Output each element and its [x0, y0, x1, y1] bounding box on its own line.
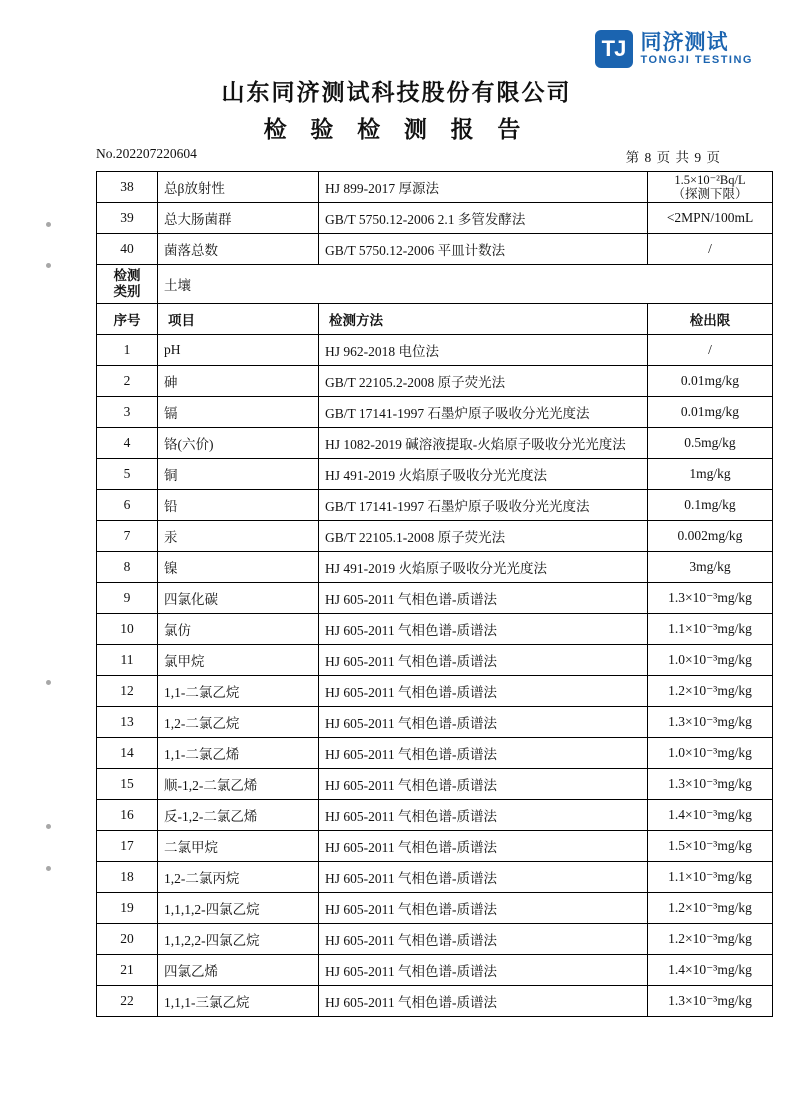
cell-no: 18 — [97, 862, 158, 893]
table-row — [97, 552, 773, 583]
cell-limit: 0.01mg/kg — [648, 397, 773, 428]
category-label-line1: 检测 — [113, 268, 141, 284]
cell-method: HJ 605-2011 气相色谱-质谱法 — [319, 769, 648, 800]
cell-method: HJ 605-2011 气相色谱-质谱法 — [319, 738, 648, 769]
cell-item: 总大肠菌群 — [158, 203, 319, 234]
cell-method: HJ 605-2011 气相色谱-质谱法 — [319, 862, 648, 893]
table-header-row — [97, 304, 773, 335]
table-body — [97, 335, 773, 1017]
cell-item: 汞 — [158, 521, 319, 552]
cell-limit: <2MPN/100mL — [648, 203, 773, 234]
category-value: 土壤 — [158, 265, 773, 304]
cell-limit: 1.5×10⁻³mg/kg — [648, 831, 773, 862]
cell-no: 14 — [97, 738, 158, 769]
cell-method: HJ 605-2011 气相色谱-质谱法 — [319, 955, 648, 986]
logo-text — [641, 32, 753, 67]
cell-no: 8 — [97, 552, 158, 583]
cell-no: 3 — [97, 397, 158, 428]
cell-method: GB/T 22105.1-2008 原子荧光法 — [319, 521, 648, 552]
company-name: 山东同济测试科技股份有限公司 — [221, 80, 572, 105]
table-row — [97, 614, 773, 645]
cell-no: 40 — [97, 234, 158, 265]
cell-limit: / — [648, 234, 773, 265]
table-row — [97, 955, 773, 986]
punch-mark — [46, 263, 51, 268]
table-row — [97, 831, 773, 862]
header-no: 序号 — [97, 304, 158, 335]
cell-item: 1,1,1-三氯乙烷 — [158, 986, 319, 1017]
cell-limit-line2: （探测下限） — [672, 187, 748, 201]
cell-no: 20 — [97, 924, 158, 955]
table-row — [97, 428, 773, 459]
table-row — [97, 862, 773, 893]
table-row — [97, 800, 773, 831]
cell-method: GB/T 5750.12-2006 2.1 多管发酵法 — [319, 203, 648, 234]
table-row — [97, 172, 773, 203]
punch-mark — [46, 222, 51, 227]
cell-no: 39 — [97, 203, 158, 234]
table-row — [97, 893, 773, 924]
cell-no: 1 — [97, 335, 158, 366]
cell-method: HJ 605-2011 气相色谱-质谱法 — [319, 645, 648, 676]
report-number: No.202207220604 — [96, 146, 197, 161]
cell-no: 9 — [97, 583, 158, 614]
cell-limit: 0.002mg/kg — [648, 521, 773, 552]
cell-item: 铜 — [158, 459, 319, 490]
cell-item: 反-1,2-二氯乙烯 — [158, 800, 319, 831]
cell-limit: 0.01mg/kg — [648, 366, 773, 397]
cell-item: 砷 — [158, 366, 319, 397]
table-row — [97, 769, 773, 800]
report-meta — [96, 146, 721, 166]
table-row — [97, 234, 773, 265]
category-label — [97, 265, 158, 304]
cell-no: 12 — [97, 676, 158, 707]
cell-no: 2 — [97, 366, 158, 397]
logo-name-cn: 同济测试 — [640, 30, 729, 54]
cell-limit: 1.1×10⁻³mg/kg — [648, 614, 773, 645]
punch-mark — [46, 680, 51, 685]
punch-mark — [46, 866, 51, 871]
cell-method: GB/T 17141-1997 石墨炉原子吸收分光光度法 — [319, 397, 648, 428]
cell-limit: / — [648, 335, 773, 366]
cell-limit-line1: 1.5×10⁻²Bq/L — [674, 172, 746, 187]
cell-item: 1,1,2,2-四氯乙烷 — [158, 924, 319, 955]
cell-method: HJ 605-2011 气相色谱-质谱法 — [319, 893, 648, 924]
cell-method: HJ 605-2011 气相色谱-质谱法 — [319, 676, 648, 707]
cell-method: HJ 605-2011 气相色谱-质谱法 — [319, 986, 648, 1017]
cell-limit — [648, 172, 773, 203]
table-row — [97, 366, 773, 397]
cell-limit: 1.3×10⁻³mg/kg — [648, 583, 773, 614]
cell-limit: 0.5mg/kg — [648, 428, 773, 459]
table-row — [97, 203, 773, 234]
cell-method: HJ 1082-2019 碱溶液提取-火焰原子吸收分光光度法 — [319, 428, 648, 459]
cell-limit: 0.1mg/kg — [648, 490, 773, 521]
header-method: 检测方法 — [319, 304, 648, 335]
cell-item: 铅 — [158, 490, 319, 521]
cell-no: 15 — [97, 769, 158, 800]
cell-item: 1,2-二氯丙烷 — [158, 862, 319, 893]
cell-no: 38 — [97, 172, 158, 203]
cell-method: HJ 605-2011 气相色谱-质谱法 — [319, 583, 648, 614]
company-logo — [595, 30, 753, 68]
cell-no: 13 — [97, 707, 158, 738]
cell-item: 1,2-二氯乙烷 — [158, 707, 319, 738]
table-row — [97, 986, 773, 1017]
table-row — [97, 397, 773, 428]
cell-method: GB/T 22105.2-2008 原子荧光法 — [319, 366, 648, 397]
results-table — [96, 171, 773, 1017]
cell-item: 总β放射性 — [158, 172, 319, 203]
table-row — [97, 924, 773, 955]
cell-item: 镍 — [158, 552, 319, 583]
cell-no: 5 — [97, 459, 158, 490]
cell-item: 氯仿 — [158, 614, 319, 645]
cell-limit: 1.0×10⁻³mg/kg — [648, 738, 773, 769]
page-title: 检 验 检 测 报 告 — [263, 117, 530, 142]
cell-item: 1,1-二氯乙烯 — [158, 738, 319, 769]
cell-limit: 1.3×10⁻³mg/kg — [648, 986, 773, 1017]
page-number: 第 8 页 共 9 页 — [625, 150, 721, 165]
cell-item: 1,1,1,2-四氯乙烷 — [158, 893, 319, 924]
results-table-wrapper — [96, 171, 754, 1017]
punch-mark — [46, 824, 51, 829]
logo-mark-icon — [595, 30, 633, 68]
table-row — [97, 335, 773, 366]
cell-no: 10 — [97, 614, 158, 645]
cell-method: HJ 491-2019 火焰原子吸收分光光度法 — [319, 552, 648, 583]
cell-limit: 3mg/kg — [648, 552, 773, 583]
cell-method: HJ 605-2011 气相色谱-质谱法 — [319, 924, 648, 955]
table-row — [97, 521, 773, 552]
cell-no: 22 — [97, 986, 158, 1017]
cell-method: HJ 605-2011 气相色谱-质谱法 — [319, 614, 648, 645]
cell-no: 21 — [97, 955, 158, 986]
cell-no: 7 — [97, 521, 158, 552]
category-row — [97, 265, 773, 304]
cell-item: 氯甲烷 — [158, 645, 319, 676]
cell-no: 4 — [97, 428, 158, 459]
cell-item: 镉 — [158, 397, 319, 428]
cell-no: 19 — [97, 893, 158, 924]
cell-item: 四氯化碳 — [158, 583, 319, 614]
table-row — [97, 707, 773, 738]
cell-no: 6 — [97, 490, 158, 521]
cell-limit: 1.2×10⁻³mg/kg — [648, 676, 773, 707]
cell-no: 16 — [97, 800, 158, 831]
cell-method: HJ 605-2011 气相色谱-质谱法 — [319, 831, 648, 862]
cell-item: 顺-1,2-二氯乙烯 — [158, 769, 319, 800]
cell-no: 11 — [97, 645, 158, 676]
cell-method: HJ 605-2011 气相色谱-质谱法 — [319, 800, 648, 831]
header-limit: 检出限 — [648, 304, 773, 335]
cell-method: GB/T 17141-1997 石墨炉原子吸收分光光度法 — [319, 490, 648, 521]
cell-limit: 1.3×10⁻³mg/kg — [648, 707, 773, 738]
logo-mark-text: TJ — [601, 36, 626, 61]
cell-limit: 1.4×10⁻³mg/kg — [648, 800, 773, 831]
category-label-line2: 类别 — [113, 284, 141, 299]
header-item: 项目 — [158, 304, 319, 335]
table-row — [97, 645, 773, 676]
cell-item: pH — [158, 335, 319, 366]
cell-item: 铬(六价) — [158, 428, 319, 459]
cell-item: 1,1-二氯乙烷 — [158, 676, 319, 707]
cell-limit: 1.1×10⁻³mg/kg — [648, 862, 773, 893]
cell-method: GB/T 5750.12-2006 平皿计数法 — [319, 234, 648, 265]
cell-method: HJ 491-2019 火焰原子吸收分光光度法 — [319, 459, 648, 490]
cell-limit: 1mg/kg — [648, 459, 773, 490]
cell-limit: 1.3×10⁻³mg/kg — [648, 769, 773, 800]
cell-limit: 1.2×10⁻³mg/kg — [648, 924, 773, 955]
table-row — [97, 583, 773, 614]
cell-method: HJ 899-2017 厚源法 — [319, 172, 648, 203]
cell-item: 二氯甲烷 — [158, 831, 319, 862]
table-row — [97, 490, 773, 521]
table-row — [97, 676, 773, 707]
logo-name-en: TONGJI TESTING — [640, 53, 753, 66]
cell-method: HJ 962-2018 电位法 — [319, 335, 648, 366]
cell-method: HJ 605-2011 气相色谱-质谱法 — [319, 707, 648, 738]
table-row — [97, 738, 773, 769]
table-row — [97, 459, 773, 490]
cell-limit: 1.2×10⁻³mg/kg — [648, 893, 773, 924]
cell-item: 四氯乙烯 — [158, 955, 319, 986]
cell-no: 17 — [97, 831, 158, 862]
cell-limit: 1.0×10⁻³mg/kg — [648, 645, 773, 676]
cell-limit: 1.4×10⁻³mg/kg — [648, 955, 773, 986]
cell-item: 菌落总数 — [158, 234, 319, 265]
